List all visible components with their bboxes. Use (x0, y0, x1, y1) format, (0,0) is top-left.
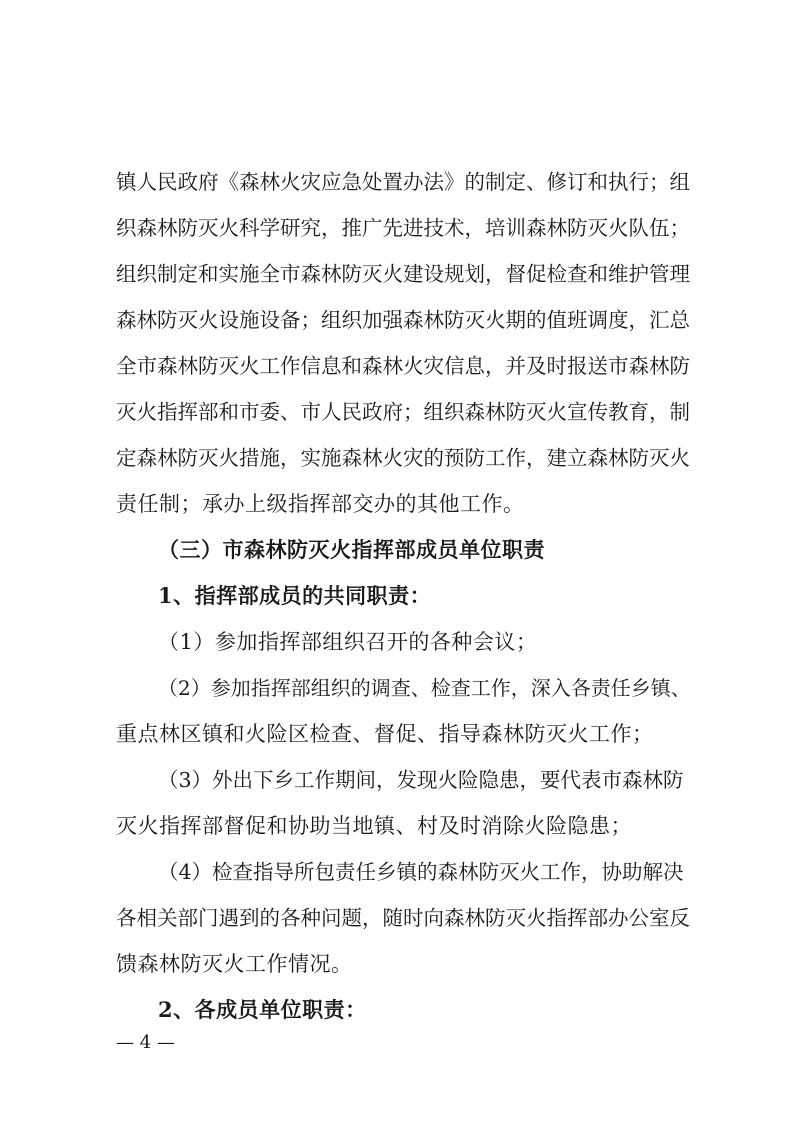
duty-item-2-line: （2）参加指挥部组织的调查、检查工作，深入各责任乡镇、 (158, 676, 691, 700)
duty-item-1: （1）参加指挥部组织召开的各种会议； (158, 630, 538, 654)
subheading-common-duties: 1、指挥部成员的共同职责： (158, 583, 432, 608)
paragraph-line: 织森林防灭火科学研究，推广先进技术，培训森林防灭火队伍； (116, 216, 690, 240)
duty-item-3-line: （3）外出下乡工作期间，发现火险隐患，要代表市森林防 (158, 768, 684, 792)
paragraph-line: 组织制定和实施全市森林防灭火建设规划，督促检查和维护管理 (116, 262, 690, 286)
duty-item-4-line: （4）检查指导所包责任乡镇的森林防灭火工作，协助解决 (158, 860, 684, 884)
page-number: — 4 — (116, 1032, 175, 1053)
paragraph-line: 镇人民政府《森林火灾应急处置办法》的制定、修订和执行；组 (116, 170, 690, 194)
paragraph-line: 灭火指挥部和市委、市人民政府；组织森林防灭火宣传教育，制 (116, 400, 690, 424)
duty-item-4-line: 各相关部门遇到的各种问题，随时向森林防灭火指挥部办公室反 (116, 906, 690, 930)
duty-item-2-line: 重点林区镇和火险区检查、督促、指导森林防灭火工作； (116, 722, 654, 746)
paragraph-line: 责任制；承办上级指挥部交办的其他工作。 (116, 492, 525, 516)
section-heading: （三）市森林防灭火指挥部成员单位职责 (158, 537, 545, 562)
paragraph-line: 全市森林防灭火工作信息和森林火灾信息，并及时报送市森林防 (116, 354, 690, 378)
paragraph-line: 森林防灭火设施设备；组织加强森林防灭火期的值班调度，汇总 (116, 308, 690, 332)
paragraph-line: 定森林防灭火措施，实施森林火灾的预防工作，建立森林防灭火 (116, 446, 690, 470)
subheading-member-duties: 2、各成员单位职责： (158, 997, 367, 1022)
duty-item-4-line: 馈森林防灭火工作情况。 (116, 952, 353, 976)
duty-item-3-line: 灭火指挥部督促和协助当地镇、村及时消除火险隐患； (116, 814, 632, 838)
